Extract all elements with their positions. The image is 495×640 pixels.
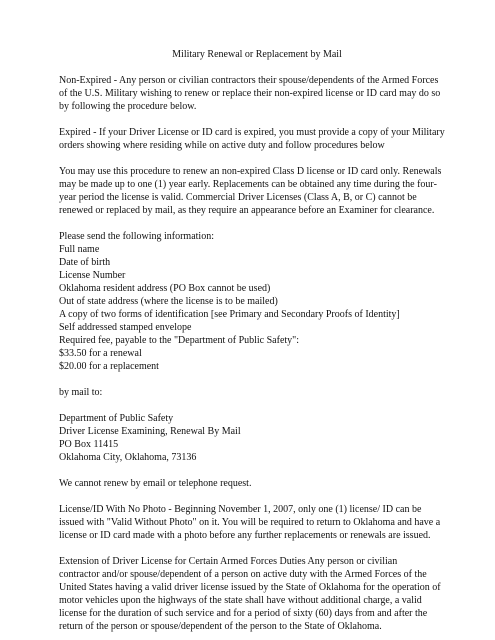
text-line: contractor and/or spouse/dependent of a person on active duty with the Armed Forces of the	[59, 569, 427, 580]
text-line: renewed or replaced by mail, as they require an appearance before an Examiner for clearance.	[59, 205, 435, 216]
text-line: by mail to:	[59, 387, 103, 398]
no-photo-paragraph	[59, 503, 463, 542]
text-line: License/ID With No Photo - Beginning November 1, 2007, only one (1) license/ ID can be	[59, 504, 422, 515]
list-heading: Please send the following information:	[59, 231, 214, 242]
extension-paragraph	[59, 555, 463, 633]
document-title: Military Renewal or Replacement by Mail	[172, 49, 342, 60]
list-item: Self addressed stamped envelope	[59, 322, 192, 333]
list-item: Required fee, payable to the "Department of Public Safety":	[59, 335, 300, 346]
list-item: $33.50 for a renewal	[59, 348, 142, 359]
list-item: Date of birth	[59, 257, 111, 268]
list-item: Full name	[59, 244, 100, 255]
list-item: License Number	[59, 270, 126, 281]
text-line: license for the duration of such service and for a period of sixty (60) days from and after the	[59, 608, 428, 619]
by-mail-paragraph	[59, 386, 463, 399]
mailing-address	[59, 412, 463, 464]
list-item: $20.00 for a replacement	[59, 361, 159, 372]
text-line: issued with "Valid Without Photo" on it. You will be required to return to Oklahoma and have a	[59, 517, 441, 528]
text-line: United States having a valid driver license issued by the State of Oklahoma for the operation of	[59, 582, 441, 593]
text-line: of the U.S. Military wishing to renew or replace their non-expired license or ID card may do so	[59, 88, 441, 99]
text-line: year period the license is valid. Commercial Driver Licenses (Class A, B, or C) cannot be	[59, 192, 417, 203]
text-line: by following the procedure below.	[59, 101, 197, 112]
text-line: You may use this procedure to renew an non-expired Class D license or ID card only. Renewals	[59, 166, 442, 177]
class-d-paragraph	[59, 165, 463, 217]
required-info-list	[59, 230, 463, 373]
address-line: Oklahoma City, Oklahoma, 73136	[59, 452, 197, 463]
address-line: Driver License Examining, Renewal By Mail	[59, 426, 241, 437]
text-line: license or ID card made with a photo before any further replacements or renewals are issued.	[59, 530, 431, 541]
text-line: Expired - If your Driver License or ID card is expired, you must provide a copy of your Military	[59, 127, 445, 138]
list-item: Oklahoma resident address (PO Box cannot be used)	[59, 283, 271, 294]
text-line: Extension of Driver License for Certain Armed Forces Duties Any person or civilian	[59, 556, 398, 567]
text-line: may be made up to one (1) year early. Replacements can be obtained any time during the four-	[59, 179, 437, 190]
no-email-paragraph	[59, 477, 463, 490]
text-line: We cannot renew by email or telephone request.	[59, 478, 252, 489]
non-expired-paragraph	[59, 74, 463, 113]
list-item: Out of state address (where the license is to be mailed)	[59, 296, 278, 307]
expired-paragraph	[59, 126, 463, 152]
list-item: A copy of two forms of identification [see Primary and Secondary Proofs of Identity]	[59, 309, 400, 320]
text-line: orders showing where residing while on active duty and follow procedures below	[59, 140, 385, 151]
address-line: Department of Public Safety	[59, 413, 174, 424]
address-line: PO Box 11415	[59, 439, 119, 450]
text-line: return of the person or spouse/dependent of the person to the State of Oklahoma.	[59, 621, 382, 632]
text-line: Non-Expired - Any person or civilian contractors their spouse/dependents of the Armed Forces	[59, 75, 439, 86]
text-line: motor vehicles upon the highways of the state shall have without additional charge, a valid	[59, 595, 422, 606]
